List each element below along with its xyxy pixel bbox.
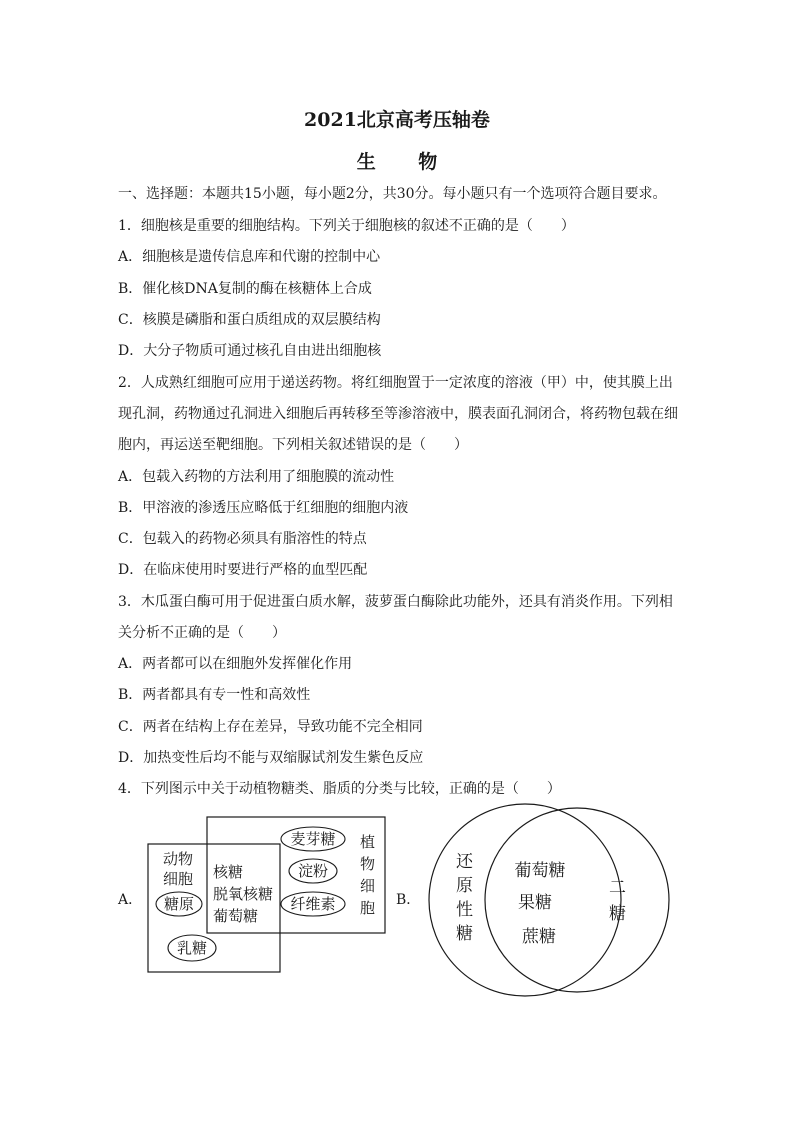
q2-stem-line-1: 2．人成熟红细胞可应用于递送药物。将红细胞置于一定浓度的溶液（甲）中，使其膜上出 <box>118 375 673 391</box>
q2-option-a: A．包载入药物的方法利用了细胞膜的流动性 <box>118 469 395 485</box>
q3-stem-line-2: 关分析不正确的是（ ） <box>118 625 286 641</box>
section-heading: 一、选择题：本题共15小题，每小题2分，共30分。每小题只有一个选项符合题目要求。 <box>118 186 667 202</box>
q3-option-c: C．两者在结构上存在差异，导致功能不完全相同 <box>118 719 423 735</box>
q1-option-b: B．催化核DNA复制的酶在核糖体上合成 <box>118 281 372 297</box>
left-label-2: 原 <box>456 876 473 896</box>
shared-sugar-2: 脱氧核糖 <box>213 885 274 903</box>
q3-option-a: A．两者都可以在细胞外发挥催化作用 <box>118 656 353 672</box>
q4-stem: 4．下列图示中关于动植物糖类、脂质的分类与比较，正确的是（ ） <box>118 781 561 797</box>
plant-label-2: 物 <box>360 855 376 873</box>
exam-title: 2021北京高考压轴卷 <box>304 109 490 131</box>
cellulose-label: 纤维素 <box>290 895 336 913</box>
animal-label-line-1: 动物 <box>163 850 194 868</box>
animal-label-line-2: 细胞 <box>163 870 194 888</box>
glycogen-label: 糖原 <box>163 895 195 913</box>
q3-option-d: D．加热变性后均不能与双缩脲试剂发生紫色反应 <box>118 750 424 766</box>
middle-sugar-3: 蔗糖 <box>522 927 556 947</box>
maltose-label: 麦芽糖 <box>290 830 336 848</box>
q1-option-a: A．细胞核是遗传信息库和代谢的控制中心 <box>118 249 381 265</box>
figure-a-label: A． <box>118 892 143 908</box>
q3-option-b: B．两者都具有专一性和高效性 <box>118 687 311 703</box>
starch-label: 淀粉 <box>297 862 329 880</box>
q2-option-b: B．甲溶液的渗透压应略低于红细胞的细胞内液 <box>118 500 409 516</box>
plant-label-1: 植 <box>360 833 376 851</box>
q1-option-d: D．大分子物质可通过核孔自由进出细胞核 <box>118 343 382 359</box>
q2-option-d: D．在临床使用时要进行严格的血型匹配 <box>118 562 368 578</box>
q2-option-c: C．包载入的药物必须具有脂溶性的特点 <box>118 531 367 547</box>
middle-sugar-1: 葡萄糖 <box>514 861 566 881</box>
subject-title: 生 物 <box>356 151 456 173</box>
disaccharide-circle <box>485 808 669 992</box>
plant-label-4: 胞 <box>360 899 376 917</box>
q2-stem-line-2: 现孔洞，药物通过孔洞进入细胞后再转移至等渗溶液中，膜表面孔洞闭合，将药物包载在细 <box>118 406 678 422</box>
q2-stem-line-3: 胞内，再运送至靶细胞。下列相关叙述错误的是（ ） <box>118 437 468 453</box>
figure-b <box>429 804 669 996</box>
plant-label-3: 细 <box>360 877 376 895</box>
q1-stem: 1．细胞核是重要的细胞结构。下列关于细胞核的叙述不正确的是（ ） <box>118 218 575 234</box>
right-label-2: 糖 <box>609 904 626 924</box>
q1-option-c: C．核膜是磷脂和蛋白质组成的双层膜结构 <box>118 312 381 328</box>
right-label-1: 二 <box>609 878 626 898</box>
figure-b-label: B． <box>396 892 421 908</box>
left-label-1: 还 <box>456 852 473 872</box>
shared-sugar-1: 核糖 <box>213 863 244 881</box>
left-label-4: 糖 <box>456 924 473 944</box>
left-label-3: 性 <box>456 900 473 920</box>
lactose-label: 乳糖 <box>176 939 208 957</box>
shared-sugar-3: 葡萄糖 <box>213 907 259 925</box>
figure-a <box>148 817 385 972</box>
q3-stem-line-1: 3．木瓜蛋白酶可用于促进蛋白质水解，菠萝蛋白酶除此功能外，还具有消炎作用。下列相 <box>118 594 673 610</box>
middle-sugar-2: 果糖 <box>518 893 552 913</box>
